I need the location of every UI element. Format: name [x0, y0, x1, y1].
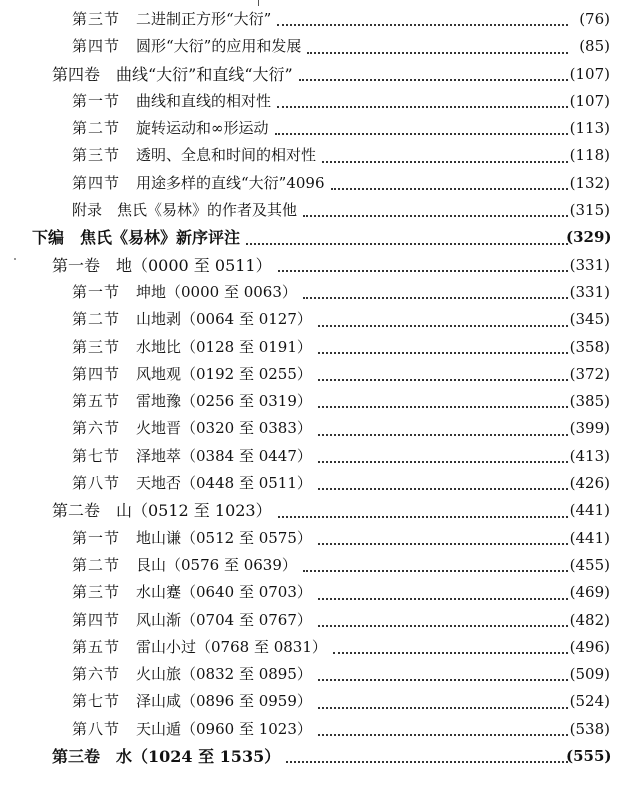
entry-title: 火地晋（0320 至 0383） [136, 419, 312, 438]
section-number: 第二节 [72, 119, 121, 138]
dot-leader [299, 52, 568, 81]
page-number: (509) [569, 665, 610, 684]
section-number: 第四节 [72, 610, 121, 629]
scan-mark [258, 0, 259, 6]
entry-title: 泽地萃（0384 至 0447） [136, 446, 312, 465]
page-number: (331) [569, 255, 610, 274]
dot-leader [303, 188, 568, 217]
entry-title: 旋转运动和∞形运动 [136, 119, 269, 138]
dot-leader [318, 707, 568, 736]
entry-title: 用途多样的直线“大衍”4096 [136, 173, 325, 192]
dot-leader [318, 352, 568, 381]
entry-title: 二进制正方形“大衍” [136, 10, 272, 28]
dot-leader [318, 297, 568, 326]
toc-entry-label [52, 61, 299, 88]
section-number: 第二节 [72, 555, 121, 574]
section-number: 第八节 [72, 474, 121, 493]
dot-leader [318, 325, 568, 354]
dot-leader [278, 243, 568, 272]
entry-title: 水地比（0128 至 0191） [136, 337, 312, 356]
section-number: 第七节 [72, 446, 121, 465]
toc-entry-label [72, 525, 318, 552]
section-number: 第四节 [72, 37, 121, 56]
page-number: (113) [569, 119, 610, 138]
entry-title: 第二卷 山（0512 至 1023） [52, 501, 272, 521]
page-number: (85) [579, 37, 610, 56]
section-number: 第六节 [72, 419, 121, 438]
section-number: 第三节 [72, 146, 121, 165]
toc-entry-label [72, 443, 318, 470]
section-number: 第三节 [72, 10, 121, 28]
entry-title: 水山蹇（0640 至 0703） [136, 583, 312, 602]
entry-title: 天山遁（0960 至 1023） [136, 719, 312, 738]
dot-leader [318, 679, 568, 708]
dot-leader [246, 215, 568, 244]
toc-entry-label [72, 334, 318, 361]
page-number: (455) [569, 555, 610, 574]
entry-title: 透明、全息和时间的相对性 [136, 146, 317, 165]
toc-entry-label [72, 661, 318, 688]
page-number: (76) [579, 10, 610, 28]
page-number: (469) [569, 583, 610, 602]
entry-title: 第四卷 曲线“大衍”和直线“大衍” [52, 64, 293, 84]
page-number: (482) [569, 610, 610, 629]
entry-title: 第一卷 地（0000 至 0511） [52, 255, 272, 275]
dot-leader [275, 106, 568, 135]
entry-title: 坤地（0000 至 0063） [136, 282, 297, 301]
section-number: 第六节 [72, 665, 121, 684]
dot-leader [331, 161, 568, 190]
toc-entry-label [72, 6, 277, 33]
entry-title: 第三卷 水（1024 至 1535） [52, 747, 281, 767]
page-number: (538) [569, 719, 610, 738]
dot-leader [277, 0, 568, 26]
dot-leader [277, 79, 568, 108]
section-number: 第一节 [72, 528, 121, 547]
table-of-contents [0, 6, 628, 770]
entry-title: 泽山咸（0896 至 0959） [136, 692, 312, 711]
section-number: 第一节 [72, 91, 121, 110]
section-number: 第三节 [72, 583, 121, 602]
toc-entry-label [72, 361, 318, 388]
toc-entry-label [72, 115, 275, 142]
toc-entry-label [72, 552, 303, 579]
page-number: (399) [569, 419, 610, 438]
scan-speck [14, 258, 16, 260]
dot-leader [303, 270, 568, 299]
toc-entry-label [72, 415, 318, 442]
section-number: 第七节 [72, 692, 121, 711]
dot-leader [318, 652, 568, 681]
page-number: (107) [569, 64, 610, 83]
dot-leader [307, 24, 568, 53]
entry-title: 圆形“大衍”的应用和发展 [136, 37, 302, 56]
section-number: 第八节 [72, 719, 121, 738]
page-number: (426) [569, 474, 610, 493]
toc-entry-label [72, 716, 318, 743]
entry-title: 雷地豫（0256 至 0319） [136, 392, 312, 411]
section-number: 第二节 [72, 310, 121, 329]
page-number: (413) [569, 446, 610, 465]
page-number: (555) [566, 747, 612, 766]
page-number: (496) [569, 637, 610, 656]
toc-entry-label [72, 388, 318, 415]
toc-entry-label [72, 579, 318, 606]
entry-title: 山地剥（0064 至 0127） [136, 310, 312, 329]
toc-entry-label [72, 279, 303, 306]
dot-leader [303, 543, 568, 572]
page-number: (358) [569, 337, 610, 356]
toc-entry-label [72, 634, 333, 661]
page-number: (132) [569, 173, 610, 192]
page-number: (524) [569, 692, 610, 711]
toc-entry-label [72, 170, 331, 197]
toc-entry-label [72, 688, 318, 715]
entry-title: 雷山小过（0768 至 0831） [136, 637, 327, 656]
page-number: (329) [566, 228, 612, 247]
page-number: (331) [569, 282, 610, 301]
toc-entry-label [72, 142, 322, 169]
dot-leader [318, 406, 568, 435]
toc-entry-label [72, 306, 318, 333]
entry-title: 艮山（0576 至 0639） [136, 555, 297, 574]
toc-entry-label [52, 252, 278, 279]
dot-leader [318, 598, 568, 627]
toc-entry [0, 743, 628, 770]
section-number: 第三节 [72, 337, 121, 356]
entry-title: 天地否（0448 至 0511） [136, 474, 312, 493]
dot-leader [286, 734, 568, 763]
section-number: 第四节 [72, 364, 121, 383]
entry-title: 风地观（0192 至 0255） [136, 364, 312, 383]
section-number: 第五节 [72, 392, 121, 411]
entry-title: 火山旅（0832 至 0895） [136, 665, 312, 684]
section-number: 第一节 [72, 282, 121, 301]
page-number: (385) [569, 392, 610, 411]
page-number: (107) [569, 91, 610, 110]
page-number: (441) [569, 501, 610, 520]
toc-entry-label [72, 607, 318, 634]
page-number: (118) [569, 146, 610, 165]
dot-leader [318, 516, 568, 545]
toc-entry-label [52, 497, 278, 524]
page-number: (315) [569, 201, 610, 220]
dot-leader [318, 570, 568, 599]
page-number: (441) [569, 528, 610, 547]
toc-entry-label [72, 88, 277, 115]
dot-leader [333, 625, 568, 654]
entry-title: 下编 焦氏《易林》新序评注 [32, 228, 241, 248]
section-number: 第五节 [72, 637, 121, 656]
entry-title: 附录 焦氏《易林》的作者及其他 [72, 201, 298, 220]
toc-entry-label [72, 33, 307, 60]
entry-title: 曲线和直线的相对性 [136, 91, 272, 110]
page-number: (345) [569, 310, 610, 329]
dot-leader [318, 379, 568, 408]
page-number: (372) [569, 364, 610, 383]
dot-leader [318, 461, 568, 490]
dot-leader [278, 488, 568, 517]
entry-title: 风山渐（0704 至 0767） [136, 610, 312, 629]
section-number: 第四节 [72, 173, 121, 192]
dot-leader [322, 133, 568, 162]
entry-title: 地山谦（0512 至 0575） [136, 528, 312, 547]
dot-leader [318, 434, 568, 463]
toc-entry-label [52, 743, 286, 770]
toc-entry-label [32, 224, 246, 251]
